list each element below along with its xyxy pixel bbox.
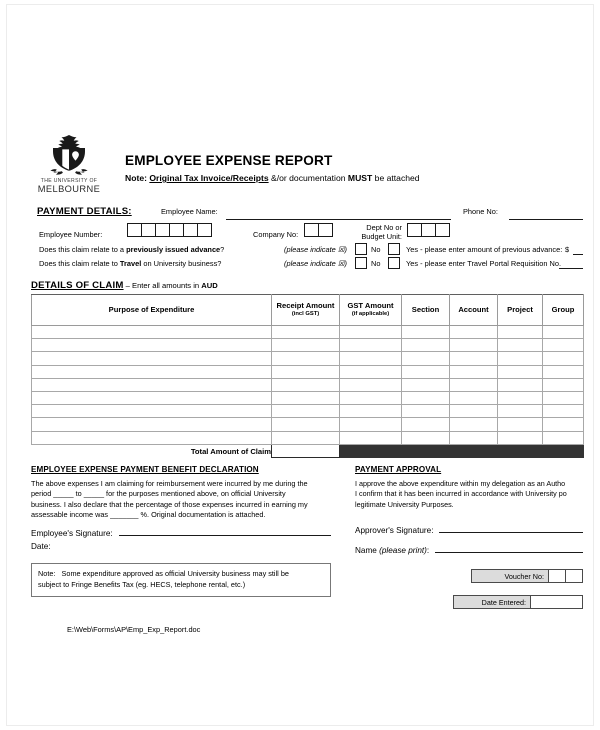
note-end: be attached xyxy=(374,173,420,183)
approver-name-label xyxy=(355,546,429,555)
dept-no-label-line1: Dept No or xyxy=(366,223,402,232)
form-sheet xyxy=(31,131,583,634)
column-header-group-label: Group xyxy=(551,304,575,314)
column-header-gst-amount xyxy=(340,295,402,326)
total-amount-input[interactable] xyxy=(272,444,340,457)
column-header-purpose-label: Purpose of Expenditure xyxy=(108,304,195,314)
claim-cell[interactable] xyxy=(450,365,498,378)
claim-cell[interactable] xyxy=(272,326,340,339)
claim-cell[interactable] xyxy=(498,431,543,444)
claim-cell[interactable] xyxy=(498,418,543,431)
employee-number-cell[interactable] xyxy=(155,223,170,237)
declaration-line-2: period _____ to _____ for the purposes mentioned above, on official University xyxy=(31,489,286,499)
header-note xyxy=(125,173,420,183)
employee-name-label: Employee Name: xyxy=(161,207,218,216)
employee-number-label: Employee Number: xyxy=(39,230,103,239)
claim-cell[interactable] xyxy=(32,391,272,404)
company-no-label: Company No: xyxy=(253,230,299,239)
claim-cell[interactable] xyxy=(272,352,340,365)
claim-cell[interactable] xyxy=(340,391,402,404)
advance-yes-checkbox[interactable] xyxy=(388,243,400,255)
advance-question-post: ? xyxy=(220,245,225,254)
table-row xyxy=(32,378,584,391)
phone-no-label: Phone No: xyxy=(463,207,498,216)
advance-currency-symbol: $ xyxy=(565,245,570,254)
advance-yes-label: Yes - please enter amount of previous advance: xyxy=(406,245,563,254)
claim-cell[interactable] xyxy=(450,418,498,431)
employee-name-input[interactable] xyxy=(226,219,451,220)
claim-cell[interactable] xyxy=(402,405,450,418)
employee-number-boxes[interactable] xyxy=(127,223,212,237)
claim-cell[interactable] xyxy=(272,378,340,391)
note-box-line-1: Some expenditure approved as official University business may still be xyxy=(61,569,289,579)
page-title: EMPLOYEE EXPENSE REPORT xyxy=(125,153,333,168)
logo-line-university: THE UNIVERSITY OF xyxy=(40,178,98,184)
claim-cell[interactable] xyxy=(32,378,272,391)
claim-cell[interactable] xyxy=(340,378,402,391)
claim-cell[interactable] xyxy=(272,405,340,418)
approver-name-label-italic: (please print) xyxy=(379,546,427,556)
voucher-no-label: Voucher No: xyxy=(471,569,549,583)
claim-cell[interactable] xyxy=(543,339,584,352)
column-header-receipt-amount-label: Receipt Amount xyxy=(276,301,335,311)
advance-amount-input[interactable] xyxy=(573,254,583,255)
advance-question xyxy=(39,245,224,254)
claim-cell[interactable] xyxy=(32,431,272,444)
claim-table-body xyxy=(32,326,584,445)
claim-cell[interactable] xyxy=(543,391,584,404)
claim-section-heading xyxy=(31,280,583,291)
date-entered-label: Date Entered: xyxy=(453,595,531,609)
approver-name-input[interactable] xyxy=(435,552,583,553)
employee-number-cell[interactable] xyxy=(141,223,156,237)
employee-number-cell[interactable] xyxy=(169,223,184,237)
claim-cell[interactable] xyxy=(450,391,498,404)
column-header-project-label: Project xyxy=(507,304,533,314)
approver-name-label-pre: Name xyxy=(355,546,380,556)
dept-no-boxes[interactable] xyxy=(407,223,450,237)
claim-cell[interactable] xyxy=(402,326,450,339)
voucher-no-cell[interactable] xyxy=(566,569,583,583)
column-header-receipt-amount xyxy=(272,295,340,326)
claim-cell[interactable] xyxy=(402,418,450,431)
employee-number-cell[interactable] xyxy=(183,223,198,237)
claim-cell[interactable] xyxy=(32,418,272,431)
claim-cell[interactable] xyxy=(498,365,543,378)
payment-details-heading: PAYMENT DETAILS: xyxy=(37,206,132,217)
table-row xyxy=(32,365,584,378)
claim-cell[interactable] xyxy=(498,378,543,391)
advance-no-label: No xyxy=(371,245,381,254)
claim-cell[interactable] xyxy=(272,339,340,352)
advance-indicate-hint: (please indicate ☒) xyxy=(284,245,347,254)
column-header-account xyxy=(450,295,498,326)
advance-question-pre: Does this claim relate to a xyxy=(39,245,127,254)
declaration-line-4: assessable income was _______ %. Original documentation is attached. xyxy=(31,509,266,519)
travel-question-bold: Travel xyxy=(119,259,142,268)
claim-cell[interactable] xyxy=(543,431,584,444)
claim-cell[interactable] xyxy=(32,339,272,352)
claim-cell[interactable] xyxy=(272,391,340,404)
declaration-section xyxy=(31,465,331,609)
dept-no-label xyxy=(346,223,402,241)
advance-question-bold: previously issued advance xyxy=(126,245,221,254)
date-entered-row xyxy=(331,595,583,609)
claim-cell[interactable] xyxy=(498,352,543,365)
claim-cell[interactable] xyxy=(450,352,498,365)
claim-cell[interactable] xyxy=(402,365,450,378)
table-row xyxy=(32,405,584,418)
claim-cell[interactable] xyxy=(340,352,402,365)
claim-cell[interactable] xyxy=(32,405,272,418)
travel-question xyxy=(39,259,221,268)
dept-no-cell[interactable] xyxy=(407,223,422,237)
approver-name-label-post: : xyxy=(426,546,430,556)
approver-signature-label: Approver's Signature: xyxy=(355,526,434,536)
table-row xyxy=(32,326,584,339)
claim-cell[interactable] xyxy=(32,326,272,339)
declaration-body xyxy=(31,479,331,520)
claim-cell[interactable] xyxy=(340,326,402,339)
column-header-section-label: Section xyxy=(411,304,440,314)
voucher-no-row xyxy=(331,569,583,583)
claim-cell[interactable] xyxy=(340,339,402,352)
travel-yes-checkbox[interactable] xyxy=(388,257,400,269)
claim-cell[interactable] xyxy=(402,339,450,352)
travel-requisition-input[interactable] xyxy=(559,268,583,269)
dept-no-label-line2: Budget Unit: xyxy=(361,232,402,241)
university-logo xyxy=(31,131,107,194)
claim-cell[interactable] xyxy=(450,326,498,339)
employee-signature-label: Employee's Signature: xyxy=(31,529,113,539)
table-row xyxy=(32,339,584,352)
approval-title: PAYMENT APPROVAL xyxy=(355,464,442,474)
claim-heading-title: DETAILS OF CLAIM xyxy=(31,280,124,291)
employee-signature-row xyxy=(31,529,331,538)
claim-total-row xyxy=(32,444,584,457)
table-row xyxy=(32,431,584,444)
claim-cell[interactable] xyxy=(340,405,402,418)
lower-sections xyxy=(31,465,583,609)
claim-cell[interactable] xyxy=(402,431,450,444)
declaration-line-1: The above expenses I am claiming for reimbursement were incurred by me during the xyxy=(31,478,308,488)
approver-signature-input[interactable] xyxy=(439,532,583,533)
note-middle: &/or documentation xyxy=(271,173,346,183)
document-page xyxy=(6,4,594,726)
employee-number-cell[interactable] xyxy=(197,223,212,237)
voucher-block xyxy=(331,569,583,609)
approval-line-3: legitimate University Purposes. xyxy=(355,499,454,509)
claim-table xyxy=(31,294,584,458)
company-no-boxes[interactable] xyxy=(304,223,333,237)
table-row xyxy=(32,352,584,365)
fringe-benefits-note xyxy=(31,563,331,597)
claim-cell[interactable] xyxy=(272,431,340,444)
column-header-account-label: Account xyxy=(458,304,489,314)
claim-cell[interactable] xyxy=(543,378,584,391)
employee-number-cell[interactable] xyxy=(127,223,142,237)
claim-cell[interactable] xyxy=(32,365,272,378)
claim-cell[interactable] xyxy=(543,365,584,378)
claim-cell[interactable] xyxy=(543,352,584,365)
claim-cell[interactable] xyxy=(498,326,543,339)
claim-cell[interactable] xyxy=(543,418,584,431)
claim-cell[interactable] xyxy=(543,326,584,339)
claim-cell[interactable] xyxy=(272,365,340,378)
company-no-cell[interactable] xyxy=(304,223,319,237)
employee-signature-input[interactable] xyxy=(119,535,331,536)
column-header-receipt-amount-sub: (incl GST) xyxy=(291,311,320,318)
claim-heading-currency xyxy=(201,281,217,290)
note-strong: MUST xyxy=(347,173,373,183)
travel-no-label: No xyxy=(371,259,381,268)
table-row xyxy=(32,418,584,431)
note-underlined: Original Tax Invoice/Receipts xyxy=(149,173,269,183)
approval-line-2: I confirm that it has been incurred in accordance with University po xyxy=(355,489,567,499)
logo-line-melbourne: MELBOURNE xyxy=(37,184,101,194)
approval-line-1: I approve the above expenditure within my delegation as an Autho xyxy=(355,478,566,488)
approval-section xyxy=(331,465,583,609)
claim-cell[interactable] xyxy=(450,405,498,418)
total-row-black-bar xyxy=(340,444,584,457)
claim-cell[interactable] xyxy=(498,391,543,404)
claim-cell[interactable] xyxy=(402,352,450,365)
voucher-no-cell[interactable] xyxy=(549,569,566,583)
claim-cell[interactable] xyxy=(498,339,543,352)
travel-indicate-hint: (please indicate ☒) xyxy=(284,259,347,268)
claim-cell[interactable] xyxy=(450,431,498,444)
note-prefix: Note: xyxy=(125,173,147,183)
claim-cell[interactable] xyxy=(543,405,584,418)
payment-details-section xyxy=(31,206,583,274)
claim-heading-sub-pre: – Enter all amounts in xyxy=(123,281,202,290)
column-header-gst-amount-label: GST Amount xyxy=(347,301,394,311)
column-header-group xyxy=(543,295,584,326)
column-header-project xyxy=(498,295,543,326)
claim-cell[interactable] xyxy=(32,352,272,365)
company-no-cell[interactable] xyxy=(318,223,333,237)
claim-cell[interactable] xyxy=(450,339,498,352)
phone-no-input[interactable] xyxy=(509,219,583,220)
column-header-purpose xyxy=(32,295,272,326)
dept-no-cell[interactable] xyxy=(435,223,450,237)
claim-cell[interactable] xyxy=(340,418,402,431)
claim-cell[interactable] xyxy=(450,378,498,391)
approver-signature-row xyxy=(355,526,583,535)
claim-table-header-row xyxy=(32,295,584,326)
claim-cell[interactable] xyxy=(340,365,402,378)
advance-no-checkbox[interactable] xyxy=(355,243,367,255)
note-box-line-2: subject to Fringe Benefits Tax (eg. HECS, telephone rental, etc.) xyxy=(38,579,246,589)
travel-question-post: on University business? xyxy=(141,259,222,268)
approval-body xyxy=(355,479,583,510)
declaration-line-3: business. I also declare that the percentage of those expenses incurred in earning my xyxy=(31,499,308,509)
date-entered-input[interactable] xyxy=(531,595,583,609)
claim-cell[interactable] xyxy=(402,391,450,404)
total-amount-label: Total Amount of Claim xyxy=(190,446,271,456)
claim-cell[interactable] xyxy=(340,431,402,444)
travel-yes-label: Yes - please enter Travel Portal Requisition No. xyxy=(406,259,562,268)
claim-cell[interactable] xyxy=(498,405,543,418)
column-header-section xyxy=(402,295,450,326)
footer-file-path: E:\Web\Forms\AP\Emp_Exp_Report.doc xyxy=(67,625,201,635)
claim-heading-sub-bold: AUD xyxy=(201,281,218,290)
travel-question-pre: Does this claim relate to xyxy=(39,259,120,268)
travel-no-checkbox[interactable] xyxy=(355,257,367,269)
title-block xyxy=(107,131,420,183)
claim-cell[interactable] xyxy=(402,378,450,391)
claim-cell[interactable] xyxy=(272,418,340,431)
employee-date-label: Date: xyxy=(31,542,51,552)
column-header-gst-amount-sub: (if applicable) xyxy=(351,311,390,318)
table-row xyxy=(32,391,584,404)
declaration-title: EMPLOYEE EXPENSE PAYMENT BENEFIT DECLARATION xyxy=(31,464,259,474)
dept-no-cell[interactable] xyxy=(421,223,436,237)
approver-name-row xyxy=(355,546,583,555)
note-box-label: Note: xyxy=(38,569,56,579)
melbourne-coat-of-arms-icon xyxy=(46,133,92,177)
form-header xyxy=(31,131,583,194)
